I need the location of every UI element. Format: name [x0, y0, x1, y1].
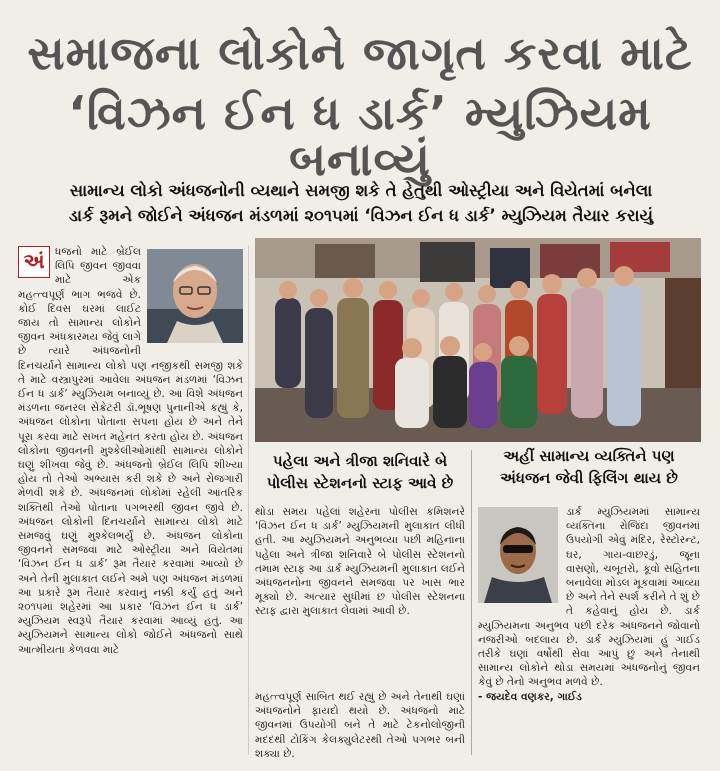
- guide-byline: - જયદેવ વણકર, ગાઈડ: [478, 690, 582, 703]
- headline-line-2: ‘વિઝન ઈન ધ ડાર્ક’ મ્યુઝિયમ બનાવ્યું: [68, 86, 652, 186]
- section-heading-feeling-line-2: અંધજન જેવી ફિલિંગ થાય છે: [500, 469, 678, 487]
- article-continuation: [255, 690, 465, 761]
- section-feeling-body: [478, 505, 700, 704]
- guide-portrait-photo: [478, 507, 558, 603]
- dropcap: અં: [18, 246, 50, 278]
- section-heading-feeling-line-1: અહીં સામાન્ય વ્યક્તિને પણ: [503, 447, 675, 465]
- section-police-body: [255, 505, 465, 619]
- article-continuation-text: મહત્ત્વપૂર્ણ સાબિત થઈ રહ્યું છે અને તેનાથી ઘણાં અંધજનોને ફાયદો થયો છે. અંધજનો માટે જીવનમાં ઉપયોગી બને તે માટે ટેકનોલોજીની મદદથી ટોકિંગ કેલક્યુલેટરથી તેઓ પગભર બની શક્યા છે.: [255, 691, 465, 760]
- headline: [18, 26, 702, 186]
- section-police-text: થોડા સમય પહેલાં શહેરના પોલીસ કમિશનરે ‘વિઝન ઈન ધ ડાર્ક’ મ્યુઝિયમની મુલાકાત લીધી હતી. આ મ્યુઝિયમને અનુભવ્યા પછી મહિનાના પહેલા અને ત્રીજા શનિવારે બે પોલીસ સ્ટેશનનો તમામ સ્ટાફ આ ડાર્ક મ્યુઝિયમની મુલાકાત લઈને અંધજનનોના જીવનને સમજવા પર ખાસ ભાર મૂક્યો છે. અત્યાર સુધીમાં છ પોલીસ સ્ટેશનના સ્ટાફ દ્વારા મુલાકાત લેવામાં આવી છે.: [255, 506, 465, 618]
- section-feeling-text: ડાર્ક મ્યુઝિયમમાં સામાન્ય વ્યક્તિના રોજિંદા જીવનમાં ઉપયોગી એવું મંદિર, રેસ્ટોરન્ટ, ઘર, ગાય-વાછરડું, જૂના વાસણો, ચબૂતરો, કૂવો સહિતના બનાવેલા મોડલ મૂકવામાં આવ્યા છે અને તેને સ્પર્શ કરીને તે શું છે તે કહેવાનું હોય છે. ડાર્ક મ્યુઝિયમના અનુભવ પછી દરેક અંધજનને જોવાનો નજરીઓ બદલાય છે. ડાર્ક મ્યુઝિયમાં હું ગાઈડ તરીકે ઘણાં વર્ષોથી સેવા આપું છું અને તેનાથી સામાન્ય લોકોને થોડા સમયમાં અંધજનોનું જીવન કેવું છે તેનો અનુભવ મળવે છે.: [478, 506, 700, 689]
- section-heading-police-line-1: પહેલા અને ત્રીજા શનિવારે બે: [272, 452, 448, 470]
- column-divider-left: [248, 245, 249, 755]
- group-photo: [255, 238, 701, 442]
- subheadline-line-1: સામાન્ય લોકો અંધજનોની વ્યથાને સમજી શકે તે હેતુથી ઓસ્ટ્રીયા અને વિયેતમાં બનેલા: [69, 181, 653, 200]
- column-divider-right: [471, 450, 472, 755]
- section-heading-police-line-2: પોલીસ સ્ટેશનનો સ્ટાફ આવે છે: [266, 474, 454, 492]
- section-heading-feeling: [478, 445, 700, 489]
- section-heading-police: [255, 450, 465, 494]
- secretary-portrait-photo: [147, 249, 243, 343]
- subheadline-line-2: ડાર્ક રૂમને જોઈને અંધજન મંડળમાં ૨૦૧૫માં ‘વિઝન ઈન ધ ડાર્ક’ મ્યુઝિયમ તૈયાર કરાયું: [68, 206, 654, 225]
- article-lead-text: ધજનો માટે બ્રેઈલ લિપિ જીવન જીવવા માટે એક મહત્ત્વપૂર્ણ ભાગ ભજવે છે. કોઈ દિવસ ઘરમાં લાઈટ જાય તો સામાન્ય લોકોને જીવન અંધકારમય જેવું લાગે છે ત્યારે અંધજનોની દિનચર્યાને સામાન્ય લોકો પણ નજીકથી સમજી શકે તે માટે વસ્ત્રાપુરમાં આવેલા અંધજન મંડળમાં ‘વિઝન ઈન ધ ડાર્ક’ મ્યુઝિયમ બનાવ્યું છે. આ વિશે અંધજન મંડળના જનરલ સેક્રેટરી ડૉ.ભૂષણ પુનાનીએ કહ્યું કે, અંધજન લોકોના પોતાના સપના હોય છે અને તેને પૂરા કરવા માટે સખત મહેનત કરતા હોય છે. અંધજન લોકોના જીવનની મુશ્કેલીઓમાંથી સામાન્ય લોકોને ઘણું શીખવા જેવું છે. અંધજનો બ્રેઈલ લિપિ શીખ્યા હોય તો તેઓ અભ્યાસ કરી શકે છે અને રોજગારી મેળવી શકે છે. અંધજનમાં લોકોમાં રહેલી આંતરિક શક્તિથી તેઓ પોતાના પગભરથી જીવન જીવે છે. અંધજન લોકોની દિનચર્યાને સામાન્ય લોકો માટે સમજવું ઘણું મુશ્કેલભર્યું છે. અંધજન લોકોના જીવનને સમજવા માટે ઓસ્ટ્રીયા અને વિયેતમાં ‘વિઝન ઈન ધ ડાર્ક’ રૂમ તૈયાર કરવામાં આવ્યો છે અને તેની મુલાકાત લઈને અમે પણ અંધજન મંડળમાં આ પ્રકારે રૂમ તૈયાર કરવાનું નક્કી કર્યું હતું અને ૨૦૧૫માં શહેરમાં આ પ્રકાર ‘વિઝન ઈન ધ ડાર્ક’ મ્યુઝિયમ સ્વરૂપે તૈયાર કરવામાં આવ્યું હતું. આ મ્યુઝિયમને સામાન્ય લોકો જોઈને અંધજનો સાથે આત્મીયતા કેળવવા માટે: [18, 246, 243, 656]
- subheadline: [16, 178, 706, 228]
- article-body: [18, 245, 243, 657]
- headline-line-1: સમાજના લોકોને જાગૃત કરવા માટે: [27, 26, 693, 80]
